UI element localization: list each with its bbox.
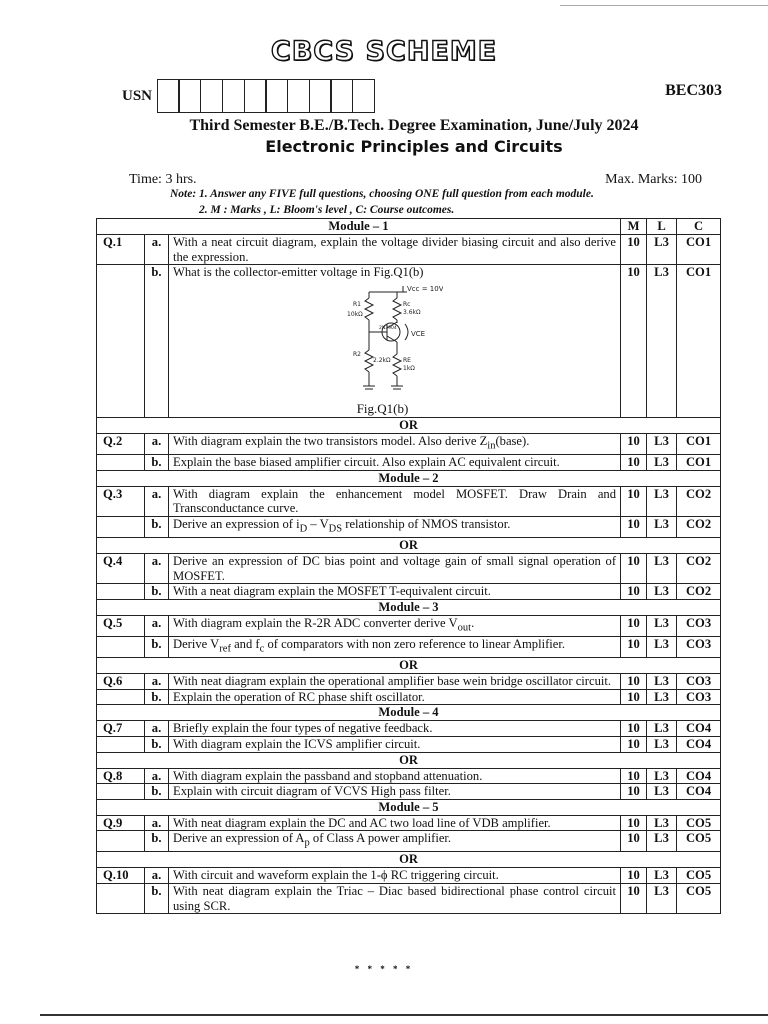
sub-question-label: b. <box>145 831 169 852</box>
marks: 10 <box>621 721 647 737</box>
col-marks-header: M <box>621 219 647 235</box>
blooms-level: L3 <box>647 434 677 455</box>
marks: 10 <box>621 615 647 636</box>
sub-question-label: a. <box>145 486 169 516</box>
note-line-2: 2. M : Marks , L: Bloom's level , C: Course outcomes. <box>199 204 455 216</box>
usn-box <box>200 79 223 113</box>
question-row <box>97 674 721 690</box>
usn-label: USN <box>122 88 153 104</box>
sub-question-label: b. <box>145 884 169 914</box>
subject-code: BEC303 <box>665 82 722 99</box>
marks: 10 <box>621 674 647 690</box>
blooms-level: L3 <box>647 637 677 658</box>
figure-label-r1-value: 10kΩ <box>347 310 363 318</box>
question-row <box>97 637 721 658</box>
usn-box <box>352 79 375 113</box>
or-row <box>97 752 721 768</box>
question-row <box>97 265 721 418</box>
marks: 10 <box>621 784 647 800</box>
module-heading: Module – 2 <box>97 470 721 486</box>
course-outcome: CO1 <box>677 235 721 265</box>
col-outcome-header: C <box>677 219 721 235</box>
question-number: Q.3 <box>97 486 145 516</box>
question-text: With diagram explain the passband and stopband attenuation. <box>169 768 621 784</box>
question-row <box>97 434 721 455</box>
or-separator: OR <box>97 752 721 768</box>
course-outcome: CO4 <box>677 784 721 800</box>
course-outcome: CO5 <box>677 884 721 914</box>
course-outcome: CO4 <box>677 721 721 737</box>
or-row <box>97 658 721 674</box>
or-separator: OR <box>97 852 721 868</box>
question-number: Q.2 <box>97 434 145 455</box>
marks: 10 <box>621 235 647 265</box>
sub-question-label: b. <box>145 265 169 418</box>
question-row <box>97 884 721 914</box>
blooms-level: L3 <box>647 584 677 600</box>
question-text: With circuit and waveform explain the 1-ϕ RC triggering circuit. <box>169 868 621 884</box>
question-text: With diagram explain the two transistors model. Also derive $Z_{in}(base)$. <box>169 434 621 455</box>
question-text: With diagram explain the enhancement model MOSFET. Draw Drain and Transconductance curve. <box>169 486 621 516</box>
blooms-level: L3 <box>647 721 677 737</box>
question-row <box>97 455 721 471</box>
question-number: Q.8 <box>97 768 145 784</box>
question-row <box>97 784 721 800</box>
question-text: With a neat circuit diagram, explain the voltage divider biasing circuit and also derive the expression. <box>169 235 621 265</box>
course-outcome: CO1 <box>677 455 721 471</box>
question-row <box>97 486 721 516</box>
marks: 10 <box>621 736 647 752</box>
sub-question-label: a. <box>145 868 169 884</box>
blooms-level: L3 <box>647 831 677 852</box>
time-allowed: Time: 3 hrs. <box>129 172 197 187</box>
question-row <box>97 554 721 584</box>
sub-question-label: a. <box>145 554 169 584</box>
blooms-level: L3 <box>647 486 677 516</box>
or-separator: OR <box>97 658 721 674</box>
sub-question-label: b. <box>145 455 169 471</box>
module-heading: Module – 3 <box>97 599 721 615</box>
figure-label-re: RE <box>403 356 411 364</box>
scan-edge-bottom <box>40 1014 768 1016</box>
blooms-level: L3 <box>647 674 677 690</box>
question-text: With neat diagram explain the operational amplifier base wein bridge oscillator circuit. <box>169 674 621 690</box>
course-outcome: CO3 <box>677 637 721 658</box>
usn-box <box>178 79 201 113</box>
sub-question-label: a. <box>145 235 169 265</box>
marks: 10 <box>621 554 647 584</box>
question-row <box>97 584 721 600</box>
question-text: With neat diagram explain the Triac – Diac based bidirectional phase control circuit using SCR. <box>169 884 621 914</box>
module-row <box>97 470 721 486</box>
blooms-level: L3 <box>647 768 677 784</box>
module-row <box>97 799 721 815</box>
question-row <box>97 615 721 636</box>
course-outcome: CO2 <box>677 554 721 584</box>
usn-boxes <box>158 79 375 113</box>
question-text: Derive an expression of $i_D - V_{DS}$ relationship of NMOS transistor. <box>169 517 621 538</box>
or-row <box>97 852 721 868</box>
marks: 10 <box>621 768 647 784</box>
sub-question-label: b. <box>145 584 169 600</box>
figure-label-rc: Rc <box>403 300 411 308</box>
module-heading: Module – 1 <box>97 219 621 235</box>
course-outcome: CO2 <box>677 584 721 600</box>
question-number: Q.10 <box>97 868 145 884</box>
question-text: Derive $V_{ref}$ and $f_c$ of comparators with non zero reference to linear Amplifier. <box>169 637 621 658</box>
sub-question-label: a. <box>145 434 169 455</box>
marks: 10 <box>621 486 647 516</box>
circuit-figure-q1b <box>343 282 443 402</box>
module-heading: Module – 5 <box>97 799 721 815</box>
usn-box <box>244 79 267 113</box>
sub-question-label: a. <box>145 768 169 784</box>
question-row <box>97 517 721 538</box>
blooms-level: L3 <box>647 689 677 705</box>
question-row <box>97 815 721 831</box>
question-text: With diagram explain the R-2R ADC converter derive $V_{out}$. <box>169 615 621 636</box>
course-outcome: CO4 <box>677 736 721 752</box>
question-row <box>97 721 721 737</box>
figure-label-r2-value: 2.2kΩ <box>373 356 391 364</box>
figure-caption: Fig.Q1(b) <box>356 400 409 416</box>
question-text: What is the collector-emitter voltage in Fig.Q1(b) <box>173 265 424 280</box>
question-text: Explain the base biased amplifier circuit. Also explain AC equivalent circuit. <box>169 455 621 471</box>
blooms-level: L3 <box>647 615 677 636</box>
or-separator: OR <box>97 418 721 434</box>
course-outcome: CO3 <box>677 615 721 636</box>
course-outcome: CO5 <box>677 868 721 884</box>
figure-label-r2: R2 <box>353 350 361 358</box>
course-outcome: CO2 <box>677 517 721 538</box>
usn-box <box>330 79 353 113</box>
scheme-stamp: CBCS SCHEME <box>270 36 498 67</box>
col-level-header: L <box>647 219 677 235</box>
question-row <box>97 868 721 884</box>
question-number: Q.6 <box>97 674 145 690</box>
marks: 10 <box>621 637 647 658</box>
question-text: Explain the operation of RC phase shift oscillator. <box>169 689 621 705</box>
marks: 10 <box>621 455 647 471</box>
sub-question-label: b. <box>145 784 169 800</box>
module-row <box>97 705 721 721</box>
blooms-level: L3 <box>647 736 677 752</box>
question-row <box>97 831 721 852</box>
exam-title: Third Semester B.E./B.Tech. Degree Examination, June/July 2024 <box>189 117 639 134</box>
question-row <box>97 689 721 705</box>
question-text: With neat diagram explain the DC and AC two load line of VDB amplifier. <box>169 815 621 831</box>
marks: 10 <box>621 265 647 418</box>
sub-question-label: b. <box>145 689 169 705</box>
question-text: Briefly explain the four types of negative feedback. <box>169 721 621 737</box>
question-number: Q.7 <box>97 721 145 737</box>
note-line-1: Note: 1. Answer any FIVE full questions, choosing ONE full question from each module. <box>170 188 594 200</box>
question-row <box>97 235 721 265</box>
max-marks: Max. Marks: 100 <box>605 172 702 187</box>
blooms-level: L3 <box>647 868 677 884</box>
figure-label-r1: R1 <box>353 300 361 308</box>
subject-title: Electronic Principles and Circuits <box>265 137 563 156</box>
sub-question-label: a. <box>145 615 169 636</box>
question-row <box>97 768 721 784</box>
marks: 10 <box>621 517 647 538</box>
marks: 10 <box>621 584 647 600</box>
marks: 10 <box>621 434 647 455</box>
course-outcome: CO2 <box>677 486 721 516</box>
blooms-level: L3 <box>647 815 677 831</box>
course-outcome: CO1 <box>677 434 721 455</box>
sub-question-label: b. <box>145 637 169 658</box>
course-outcome: CO5 <box>677 831 721 852</box>
blooms-level: L3 <box>647 265 677 418</box>
question-number: Q.1 <box>97 235 145 265</box>
course-outcome: CO3 <box>677 674 721 690</box>
usn-box <box>222 79 245 113</box>
question-table <box>96 218 721 914</box>
module-heading: Module – 4 <box>97 705 721 721</box>
question-number: Q.9 <box>97 815 145 831</box>
end-of-paper-mark: * * * * * <box>354 964 414 974</box>
sub-question-label: a. <box>145 721 169 737</box>
usn-box <box>287 79 310 113</box>
blooms-level: L3 <box>647 884 677 914</box>
blooms-level: L3 <box>647 554 677 584</box>
marks: 10 <box>621 868 647 884</box>
question-number: Q.4 <box>97 554 145 584</box>
figure-label-vcc: Vcc = 10V <box>407 284 443 293</box>
course-outcome: CO1 <box>677 265 721 418</box>
course-outcome: CO4 <box>677 768 721 784</box>
sub-question-label: b. <box>145 517 169 538</box>
figure-label-rc-value: 3.6kΩ <box>403 308 421 316</box>
question-row <box>97 736 721 752</box>
blooms-level: L3 <box>647 784 677 800</box>
usn-box <box>157 79 180 113</box>
marks: 10 <box>621 689 647 705</box>
or-separator: OR <box>97 538 721 554</box>
question-text: Derive an expression of DC bias point and voltage gain of small signal operation of MOSFET. <box>169 554 621 584</box>
scan-edge-top <box>560 5 768 6</box>
usn-box <box>265 79 288 113</box>
module-row <box>97 599 721 615</box>
question-text: Derive an expression of $A_p$ of Class A power amplifier. <box>169 831 621 852</box>
marks: 10 <box>621 815 647 831</box>
question-text: With diagram explain the ICVS amplifier circuit. <box>169 736 621 752</box>
question-text: Explain with circuit diagram of VCVS High pass filter. <box>169 784 621 800</box>
or-row <box>97 538 721 554</box>
question-text: With a neat diagram explain the MOSFET T-equivalent circuit. <box>169 584 621 600</box>
course-outcome: CO3 <box>677 689 721 705</box>
figure-label-vce: VCE <box>411 329 426 338</box>
course-outcome: CO5 <box>677 815 721 831</box>
marks: 10 <box>621 884 647 914</box>
sub-question-label: b. <box>145 736 169 752</box>
blooms-level: L3 <box>647 517 677 538</box>
usn-box <box>309 79 332 113</box>
figure-label-transistor: 2N3904 <box>379 325 397 331</box>
or-row <box>97 418 721 434</box>
blooms-level: L3 <box>647 455 677 471</box>
module-header-row <box>97 219 721 235</box>
marks: 10 <box>621 831 647 852</box>
question-number: Q.5 <box>97 615 145 636</box>
figure-label-re-value: 1kΩ <box>403 364 415 372</box>
blooms-level: L3 <box>647 235 677 265</box>
sub-question-label: a. <box>145 815 169 831</box>
sub-question-label: a. <box>145 674 169 690</box>
